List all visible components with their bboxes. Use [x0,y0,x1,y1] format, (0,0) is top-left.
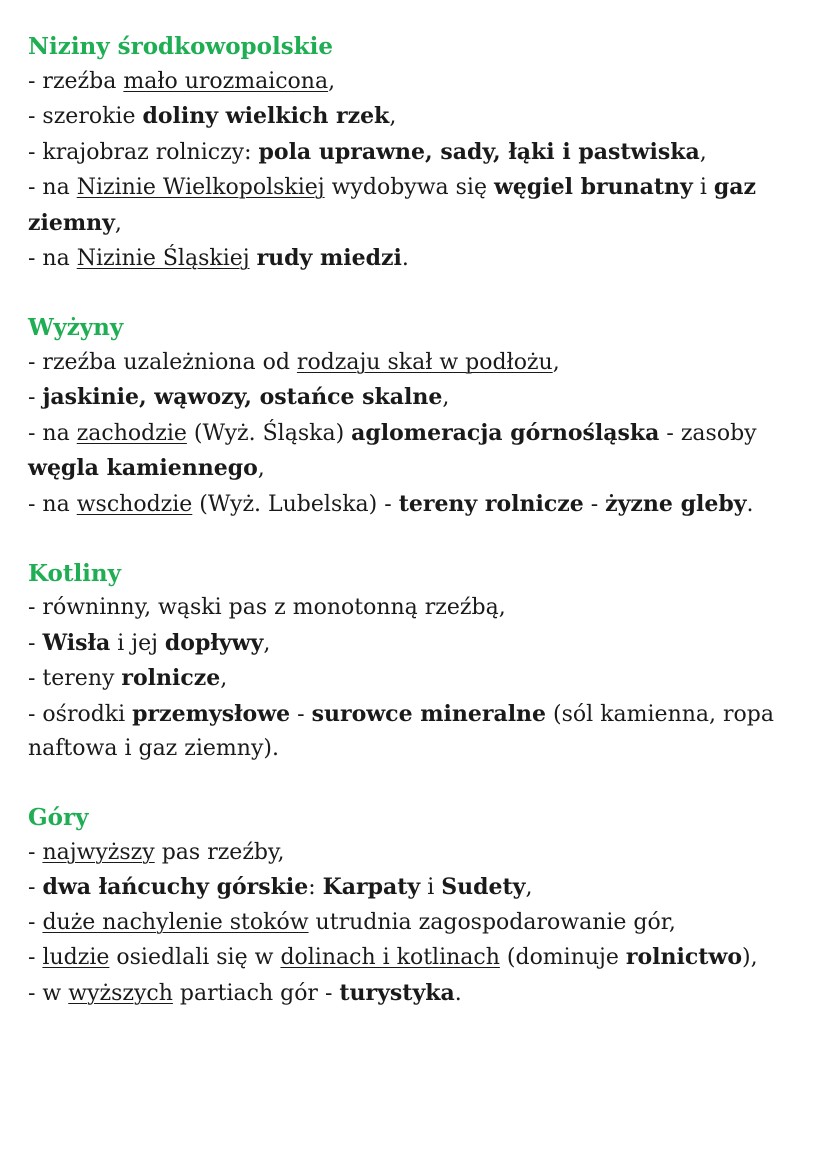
bullet-line [28,135,788,171]
text-segment: - krajobraz rolniczy: [28,139,259,165]
bullet-line [28,906,788,941]
text-segment: , [699,139,707,165]
text-segment: - rzeźba [28,68,124,94]
bold-text: żyzne gleby [605,490,747,517]
text-segment: , [552,349,560,375]
text-segment: , [114,210,122,236]
bullet-line [28,661,788,697]
underlined-text: dolinach i kotlinach [280,945,500,970]
text-segment: - na [28,246,77,271]
section-heading: Góry [28,804,89,831]
underlined-text: mało urozmaicona [123,68,329,94]
underlined-text: wschodzie [76,491,193,517]
bold-text: Karpaty [322,874,421,900]
text-segment: utrudnia zagospodarowanie gór, [308,909,676,935]
section-heading: Kotliny [28,559,122,587]
text-segment: ), [742,945,758,970]
section-heading: Wyżyny [28,314,124,341]
underlined-text: Nizinie Wielkopolskiej [76,175,325,200]
bullet-line [28,416,788,487]
text-segment: i [420,875,442,900]
text-segment: . [401,246,409,271]
text-segment: - w [28,980,69,1006]
bullet-line [28,65,788,100]
section [28,801,788,1011]
text-segment: partiach gór - [172,980,340,1006]
bullet-line [28,170,788,241]
section-heading: Niziny środkowopolskie [28,33,333,60]
text-segment: , [442,385,450,410]
bullet-line [28,870,788,906]
bullet-line [28,241,788,277]
bold-text: rudy miedzi [256,245,402,271]
bold-text: węgiel brunatny [493,174,693,200]
text-segment: . [454,980,462,1006]
text-segment: (dominuje [499,945,626,970]
bold-text: tereny rolnicze [398,490,584,517]
bold-text: pola uprawne, sady, łąki i pastwiska [258,138,700,165]
text-segment: - na [28,491,77,517]
bold-text: turystyka [339,979,455,1006]
bold-text: jaskinie, wąwozy, ostańce skalne [42,384,443,410]
text-segment: osiedlali się w [109,945,281,970]
text-segment: , [257,456,265,481]
bullet-line [28,976,788,1012]
underlined-text: wyższych [68,980,173,1006]
text-segment: i jej [110,630,165,656]
text-segment: (Wyż. Lubelska) - [192,491,399,517]
bullet-line [28,626,788,662]
text-segment: , [328,68,336,94]
underlined-text: Nizinie Śląskiej [76,246,250,271]
text-segment [250,246,257,271]
text-segment: - [28,909,43,935]
bullet-line [28,940,788,976]
text-segment: - szerokie [28,104,143,129]
bullet-line [28,487,788,523]
underlined-text: rodzaju skał w podłożu [296,349,553,375]
text-segment: pas rzeźby, [154,839,285,865]
text-segment: - na [28,175,77,200]
bullet-line [28,697,788,767]
text-segment: , [389,104,397,129]
bullet-line [28,99,788,135]
text-segment: - [583,491,606,517]
underlined-text: zachodzie [76,420,187,446]
bold-text: przemysłowe [132,700,291,727]
underlined-text: duże nachylenie stoków [42,909,309,935]
text-segment: - na [28,420,77,446]
bold-text: surowce mineralne [311,700,547,727]
underlined-text: najwyższy [42,839,155,865]
text-segment: - [290,701,312,727]
section [28,30,788,277]
text-segment: , [263,630,271,656]
text-segment: , [525,875,533,900]
bold-text: rolnictwo [625,944,743,970]
bold-text: doliny wielkich rzek [142,103,390,129]
bullet-line [28,380,788,416]
text-segment: - [28,839,43,865]
bold-text: rolnicze [121,665,221,691]
bold-text: dwa łańcuchy górskie [42,874,309,900]
text-segment: (sól kamienna, ropa naftowa i gaz ziemny). [28,701,774,761]
text-segment: : [308,875,323,900]
section [28,311,788,522]
bold-text: węgla kamiennego [28,455,258,481]
bullet-line [28,591,788,626]
text-segment: - [28,875,43,900]
text-segment: - [28,630,43,656]
underlined-text: ludzie [42,945,110,970]
sections-container [28,30,788,1011]
bold-text: aglomeracja górnośląska [351,419,660,446]
text-segment: . [746,491,754,517]
text-segment: - ośrodki [28,701,133,727]
bold-text: dopływy [164,629,264,656]
bullet-line [28,346,788,381]
bullet-line [28,836,788,871]
text-segment: i [692,175,714,200]
bold-text: Sudety [441,874,526,900]
text-segment: , [220,666,228,691]
text-segment: - [28,945,43,970]
text-segment: - równinny, wąski pas z monotonną rzeźbą, [28,595,506,620]
bold-text: Wisła [42,629,111,656]
text-segment: - zasoby [659,420,757,446]
text-segment: (Wyż. Śląska) [186,420,352,446]
text-segment: wydobywa się [324,175,494,200]
text-segment: - rzeźba uzależniona od [28,349,297,375]
bold-text: gaz ziemny [28,174,757,236]
section [28,557,788,767]
text-segment: - [28,385,43,410]
text-segment: - tereny [28,666,122,691]
